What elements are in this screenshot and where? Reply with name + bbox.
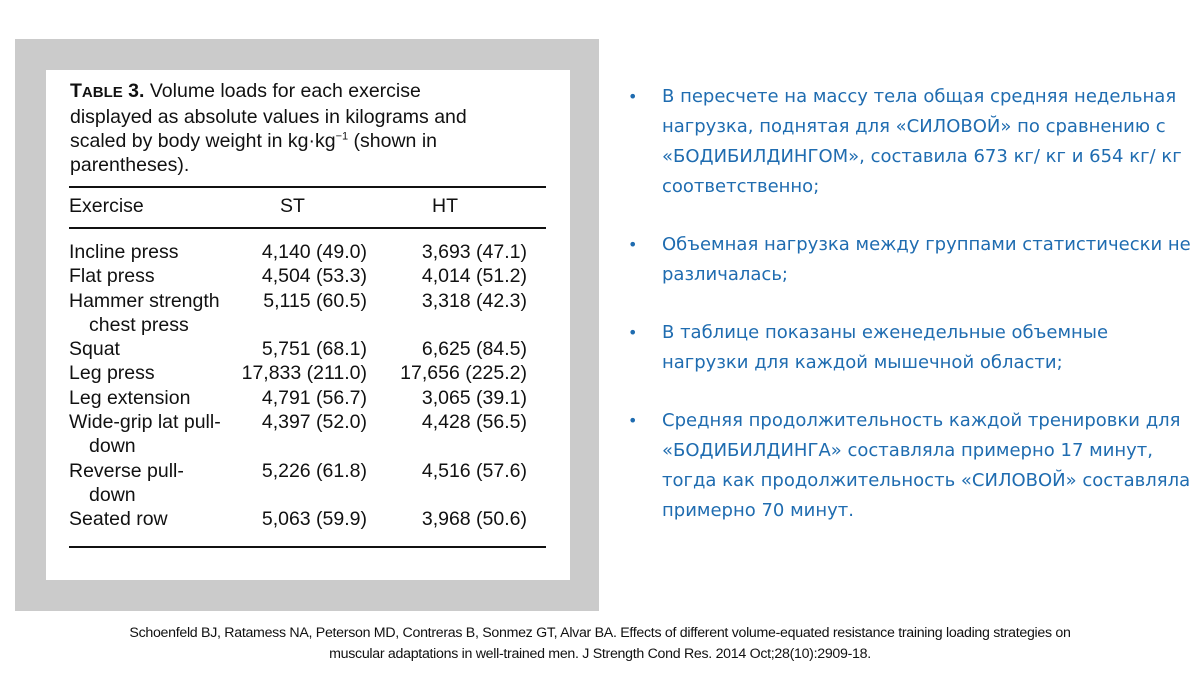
cell-exercise: Leg extension (69, 386, 191, 409)
table-row (69, 240, 546, 264)
cell-exercise-line: Wide-grip lat pull- (69, 411, 221, 434)
citation-line: Schoenfeld BJ, Ratamess NA, Peterson MD, Contreras B, Sonmez GT, Alvar BA. Effects of different volume-equated resistance training loading strategies on (129, 625, 1071, 641)
table-row (69, 410, 546, 459)
cell-exercise: Squat (69, 338, 120, 361)
table-row (69, 507, 546, 531)
bullet-icon: • (628, 323, 638, 342)
cell-exercise: Flat press (69, 265, 155, 288)
table-header (69, 195, 546, 223)
caption-line: scaled by body weight in kg·kg (70, 130, 336, 152)
bullet-icon: • (628, 235, 638, 254)
cell-exercise-line: Reverse pull- (69, 459, 184, 482)
table-top-rule (69, 186, 546, 188)
bullet-text: Средняя продолжительность каждой тренировки для «БОДИБИЛДИНГА» составляла примерно 17 минут, тогда как продолжительность «СИЛОВОЙ» составляла примерно 70 минут. (662, 410, 1191, 521)
caption-line: (shown in (348, 130, 437, 152)
cell-ht: 6,625 (84.5) (421, 338, 527, 361)
cell-exercise-cont: chest press (89, 313, 189, 336)
header-exercise: Exercise (69, 195, 144, 217)
cell-ht: 17,656 (225.2) (400, 362, 527, 385)
cell-ht: 4,428 (56.5) (421, 411, 527, 434)
cell-ht: 3,065 (39.1) (421, 386, 527, 409)
table-body (69, 240, 546, 532)
bullet-list (622, 82, 1192, 554)
table-row (69, 264, 546, 288)
cell-st: 5,751 (68.1) (261, 338, 367, 361)
bullet-item (622, 82, 1192, 202)
table-image-frame (15, 39, 599, 611)
caption-line: displayed as absolute values in kilograms and (70, 106, 467, 128)
cell-st: 17,833 (211.0) (241, 362, 367, 385)
table-row (69, 289, 546, 338)
table-header-rule (69, 227, 546, 229)
cell-exercise: Incline press (69, 241, 179, 263)
citation (0, 623, 1200, 665)
table-bottom-rule (69, 546, 546, 548)
bullet-text: В таблице показаны еженедельные объемные нагрузки для каждой мышечной области; (662, 322, 1109, 373)
table-row (69, 386, 546, 410)
bullet-icon: • (628, 87, 638, 106)
cell-ht: 4,516 (57.6) (421, 459, 527, 482)
cell-exercise-cont: down (89, 483, 136, 506)
bullet-text: В пересчете на массу тела общая средняя недельная нагрузка, поднятая для «СИЛОВОЙ» по сравнению с «БОДИБИЛДИНГОМ», составила 673 кг/ кг и 654 кг/ кг соответственно; (662, 86, 1182, 197)
citation-line: muscular adaptations in well-trained men. J Strength Cond Res. 2014 Oct;28(10):2909-18. (329, 646, 871, 662)
cell-exercise: Leg press (69, 362, 155, 385)
caption-line: Volume loads for each exercise (149, 80, 421, 102)
cell-st: 5,063 (59.9) (261, 508, 367, 531)
bullet-item (622, 318, 1192, 378)
table-row (69, 361, 546, 385)
cell-exercise-cont: down (89, 435, 136, 458)
table-row (69, 459, 546, 508)
cell-exercise: Seated row (69, 508, 168, 531)
header-st: ST (280, 195, 305, 217)
bullet-icon: • (628, 411, 638, 430)
bullet-item (622, 406, 1192, 526)
header-ht: HT (432, 195, 458, 217)
cell-exercise (69, 289, 239, 338)
table-paper (46, 70, 570, 580)
cell-st: 4,140 (49.0) (261, 241, 367, 263)
cell-exercise (69, 410, 239, 459)
table-label: TABLE 3. (70, 80, 145, 102)
cell-st: 5,115 (60.5) (263, 289, 367, 312)
table-caption (70, 79, 550, 177)
caption-superscript: −1 (335, 130, 349, 143)
cell-st: 5,226 (61.8) (261, 459, 367, 482)
bullet-text: Объемная нагрузка между группами статистически не различалась; (662, 234, 1191, 285)
cell-ht: 3,693 (47.1) (421, 241, 527, 263)
bullet-item (622, 230, 1192, 290)
caption-line: parentheses). (70, 154, 190, 176)
cell-exercise (69, 459, 239, 508)
cell-ht: 3,968 (50.6) (421, 508, 527, 531)
cell-st: 4,791 (56.7) (261, 386, 367, 409)
cell-st: 4,397 (52.0) (261, 411, 367, 434)
cell-st: 4,504 (53.3) (261, 265, 367, 288)
table-row (69, 337, 546, 361)
cell-ht: 3,318 (42.3) (421, 289, 527, 312)
cell-exercise-line: Hammer strength (69, 289, 220, 312)
cell-ht: 4,014 (51.2) (421, 265, 527, 288)
